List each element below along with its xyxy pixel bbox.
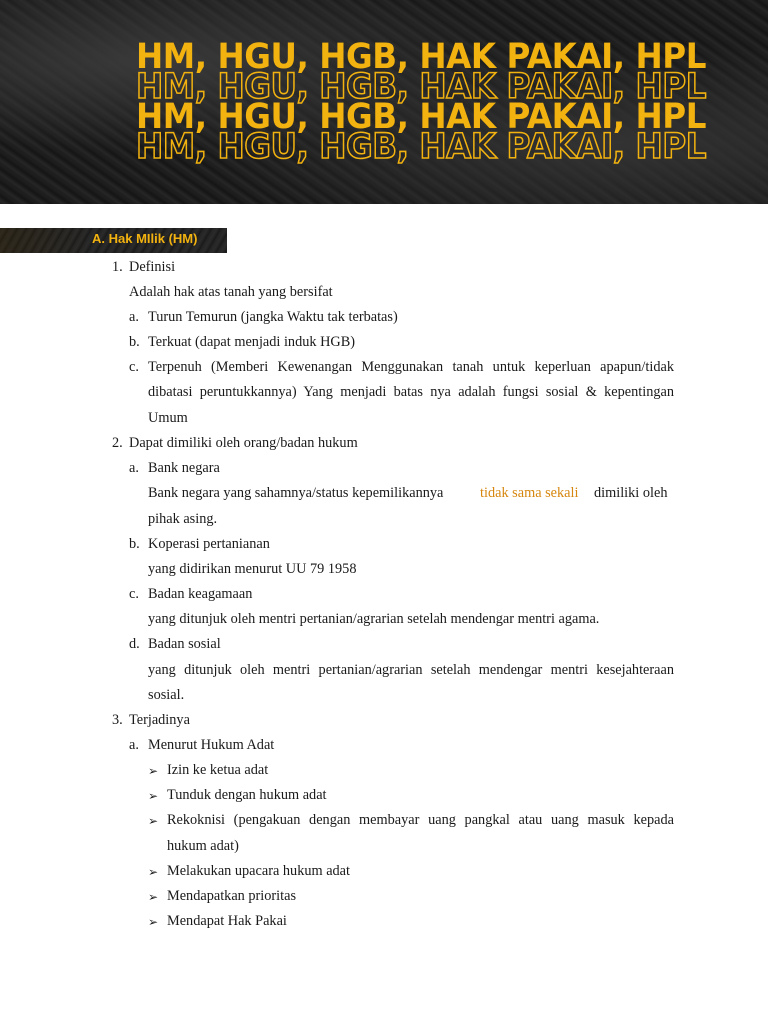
- bullet-item: Mendapat Hak Pakai: [167, 913, 287, 929]
- item-2c-title: Badan keagamaan: [148, 586, 253, 602]
- item-2b-title: Koperasi pertanianan: [148, 536, 270, 552]
- item-1b-letter: b.: [129, 334, 140, 350]
- banner-title-line-2: HM, HGU, HGB, HAK PAKAI, HPL: [136, 67, 706, 107]
- bullet-item: Rekoknisi (pengakuan dengan membayar uang pangkal atau uang masuk kepada: [167, 812, 674, 828]
- item-1c-line-2: dibatasi peruntukkannya) Yang menjadi batas nya adalah fungsi sosial & kepentingan: [148, 384, 674, 400]
- arrow-bullet-icon: ➢: [148, 890, 159, 904]
- bullet-item: Melakukan upacara hukum adat: [167, 863, 351, 879]
- item-2d-desc-line-1: yang ditunjuk oleh mentri pertanian/agrarian setelah mendengar mentri kesejahteraan: [148, 662, 674, 678]
- item-3a-letter: a.: [129, 737, 139, 753]
- item-2c-desc: yang ditunjuk oleh mentri pertanian/agrarian setelah mendengar mentri agama.: [148, 611, 600, 627]
- banner-title-line-4: HM, HGU, HGB, HAK PAKAI, HPL: [136, 127, 706, 167]
- bullet-item: Tunduk dengan hukum adat: [167, 787, 327, 803]
- item-2-title: Dapat dimiliki oleh orang/badan hukum: [129, 435, 358, 451]
- banner-title-line-1: HM, HGU, HGB, HAK PAKAI, HPL: [136, 37, 706, 77]
- item-3-number: 3.: [112, 712, 123, 728]
- item-2-number: 2.: [112, 435, 123, 451]
- bullet-item-continuation: hukum adat): [167, 838, 239, 854]
- item-1c-line-3: Umum: [148, 410, 188, 426]
- item-2a-desc-part-2: dimiliki oleh: [594, 485, 668, 501]
- item-2a-desc-highlight: tidak sama sekali: [480, 485, 579, 501]
- arrow-bullet-icon: ➢: [148, 865, 159, 879]
- item-3-title: Terjadinya: [129, 712, 190, 728]
- item-1a-text: Turun Temurun (jangka Waktu tak terbatas): [148, 309, 398, 325]
- item-2b-desc: yang didirikan menurut UU 79 1958: [148, 561, 357, 577]
- section-heading: A. Hak MIlik (HM): [92, 231, 198, 246]
- bullet-item: Izin ke ketua adat: [167, 762, 269, 778]
- arrow-bullet-icon: ➢: [148, 814, 159, 828]
- bullet-item: Mendapatkan prioritas: [167, 888, 297, 904]
- item-3a-title: Menurut Hukum Adat: [148, 737, 275, 753]
- arrow-bullet-icon: ➢: [148, 764, 159, 778]
- item-1b-text: Terkuat (dapat menjadi induk HGB): [148, 334, 356, 350]
- item-1-number: 1.: [112, 259, 123, 275]
- item-2a-desc-part-1: Bank negara yang sahamnya/status kepemilikannya: [148, 485, 444, 501]
- item-2a-letter: a.: [129, 460, 139, 476]
- banner-title-line-3: HM, HGU, HGB, HAK PAKAI, HPL: [136, 97, 706, 137]
- arrow-bullet-icon: ➢: [148, 915, 159, 929]
- item-2c-letter: c.: [129, 586, 139, 602]
- item-1-title: Definisi: [129, 259, 176, 275]
- item-2d-desc-line-2: sosial.: [148, 687, 185, 703]
- item-1-intro: Adalah hak atas tanah yang bersifat: [129, 284, 333, 300]
- item-1c-line-1: Terpenuh (Memberi Kewenangan Menggunakan tanah untuk keperluan apapun/tidak: [148, 359, 674, 375]
- item-2d-title: Badan sosial: [148, 636, 221, 652]
- item-2b-letter: b.: [129, 536, 140, 552]
- section-heading-bar: [0, 228, 227, 253]
- item-2a-title: Bank negara: [148, 460, 220, 476]
- item-2d-letter: d.: [129, 636, 140, 652]
- header-banner: [0, 0, 768, 204]
- arrow-bullet-icon: ➢: [148, 789, 159, 803]
- item-1c-letter: c.: [129, 359, 139, 375]
- item-1a-letter: a.: [129, 309, 139, 325]
- item-2a-desc-line-2: pihak asing.: [148, 511, 218, 527]
